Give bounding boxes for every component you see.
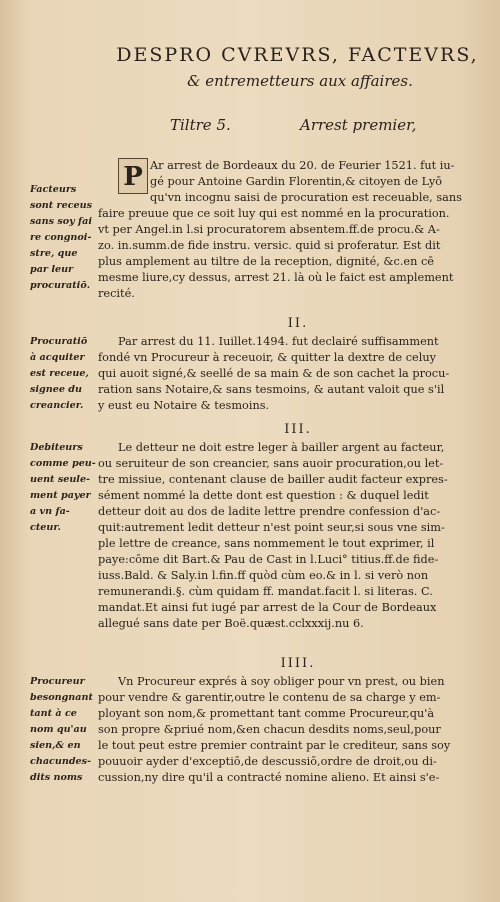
margin-line: procuratiō. bbox=[30, 280, 91, 291]
section-heading bbox=[140, 116, 480, 136]
paragraph-2 bbox=[98, 334, 490, 414]
margin-line: besongnant bbox=[30, 692, 93, 703]
margin-line: sans soy fai bbox=[30, 216, 93, 227]
margin-line: Facteurs bbox=[30, 184, 77, 195]
text-line: ou seruiteur de son creancier, sans auoir procuration,ou let- bbox=[98, 457, 444, 470]
text-line: mandat.Et ainsi fut iugé par arrest de la Cour de Bordeaux bbox=[98, 601, 437, 614]
text-line: detteur doit au dos de ladite lettre prendre confession d'ac- bbox=[98, 505, 441, 518]
page-subtitle: & entremetteurs aux affaires. bbox=[187, 72, 413, 90]
titre-label: Tiltre 5. bbox=[170, 116, 231, 134]
text-line: pouuoir ayder d'exceptiō,de descussiō,ordre de droit,ou di- bbox=[98, 755, 437, 768]
margin-line: re congnoi- bbox=[30, 232, 92, 243]
text-line: Vn Procureur exprés à soy obliger pour vn prest, ou bien bbox=[118, 675, 445, 688]
margin-line: uent seule- bbox=[30, 474, 91, 485]
text-line: fondé vn Procureur à receuoir, & quitter la dextre de celuy bbox=[98, 351, 436, 364]
margin-line: comme peu- bbox=[30, 458, 96, 469]
margin-line: sont receus bbox=[30, 200, 93, 211]
text-line: mesme liure,cy dessus, arrest 21. là où le faict est amplement bbox=[98, 271, 454, 284]
text-line: ple lettre de creance, sans nommement le tout exprimer, il bbox=[98, 537, 435, 550]
arrest-label: Arrest premier, bbox=[300, 116, 417, 134]
margin-line: ment payer bbox=[30, 490, 91, 501]
margin-line: à acquiter bbox=[30, 352, 85, 363]
section-number: II. bbox=[287, 316, 309, 331]
text-line: qui auoit signé,& seellé de sa main & de son cachet la procu- bbox=[98, 367, 450, 380]
margin-line: chacundes- bbox=[30, 756, 92, 767]
text-line: qu'vn incognu saisi de procuration est receuable, sans bbox=[150, 191, 462, 204]
margin-line: nom qu'au bbox=[30, 724, 87, 735]
text-line: Ar arrest de Bordeaux du 20. de Feurier 1521. fut iu- bbox=[150, 159, 455, 172]
text-line: gé pour Antoine Gardin Florentin,& citoyen de Lyō bbox=[150, 175, 443, 188]
margin-line: Procureur bbox=[30, 676, 85, 687]
margin-line: Debiteurs bbox=[30, 442, 83, 453]
text-line: sément nommé la dette dont est question : & duquel ledit bbox=[98, 489, 429, 502]
section-number: III. bbox=[284, 422, 312, 437]
margin-note-4 bbox=[30, 674, 96, 786]
paragraph-4 bbox=[98, 674, 490, 786]
drop-capital: P bbox=[118, 158, 148, 194]
text-line: ration sans Notaire,& sans tesmoins, & autant valoit que s'il bbox=[98, 383, 445, 396]
text-line: paye:cōme dit Bart.& Pau de Cast in l.Luci° titius.ff.de fide- bbox=[98, 553, 439, 566]
section-number: IIII. bbox=[280, 656, 316, 671]
margin-line: a vn fa- bbox=[30, 506, 70, 517]
margin-line: tant à ce bbox=[30, 708, 77, 719]
text-line: allegué sans date per Boë.quæst.cclxxxij.nu 6. bbox=[98, 617, 364, 630]
text-line: zo. in.summ.de fide instru. versic. quid si proferatur. Est dit bbox=[98, 239, 441, 252]
margin-line: dits noms bbox=[30, 772, 83, 783]
text-line: remunerandi.§. cùm quidam ff. mandat.facit l. si literas. C. bbox=[98, 585, 433, 598]
margin-note-2 bbox=[30, 334, 96, 414]
text-line: tre missiue, contenant clause de bailler audit facteur expres- bbox=[98, 473, 448, 486]
margin-line: creancier. bbox=[30, 400, 84, 411]
text-line: Le detteur ne doit estre leger à bailler argent au facteur, bbox=[118, 441, 445, 454]
text-line: Par arrest du 11. Iuillet.1494. fut declairé suffisamment bbox=[118, 335, 439, 348]
text-line: faire preuue que ce soit luy qui est nommé en la procuration. bbox=[98, 207, 450, 220]
text-line: recité. bbox=[98, 287, 135, 300]
text-line: le tout peut estre premier contraint par le crediteur, sans soy bbox=[98, 739, 451, 752]
text-line: cussion,ny dire qu'il a contracté nomine alieno. Et ainsi s'e- bbox=[98, 771, 440, 784]
paragraph-1 bbox=[98, 158, 490, 302]
text-line: y eust eu Notaire & tesmoins. bbox=[98, 399, 270, 412]
margin-line: stre, que bbox=[30, 248, 78, 259]
margin-note-1 bbox=[30, 182, 96, 294]
margin-line: est receue, bbox=[30, 368, 89, 379]
text-line: iuss.Bald. & Saly.in l.fin.ff quòd cùm eo.& in l. si verò non bbox=[98, 569, 429, 582]
margin-note-3 bbox=[30, 440, 96, 536]
text-line: son propre &priué nom,&en chacun desdits noms,seul,pour bbox=[98, 723, 441, 736]
margin-line: par leur bbox=[30, 264, 74, 275]
text-line: plus amplement au tiltre de la reception, dignité, &c.en cē bbox=[98, 255, 434, 268]
margin-line: cteur. bbox=[30, 522, 61, 533]
margin-line: signee du bbox=[30, 384, 82, 395]
margin-line: sien,& en bbox=[30, 740, 81, 751]
text-line: ployant son nom,& promettant tant comme Procureur,qu'à bbox=[98, 707, 435, 720]
text-line: quit:autrement ledit detteur n'est point seur,si sous vne sim- bbox=[98, 521, 445, 534]
text-line: vt per Angel.in l.si procuratorem absentem.ff.de procu.& A- bbox=[98, 223, 440, 236]
margin-line: Procuratiō bbox=[30, 336, 88, 347]
running-title: DESPRO CVREVRS, FACTEVRS, bbox=[116, 44, 479, 66]
text-line: pour vendre & garentir,outre le contenu de sa charge y em- bbox=[98, 691, 441, 704]
paragraph-3 bbox=[98, 440, 490, 632]
